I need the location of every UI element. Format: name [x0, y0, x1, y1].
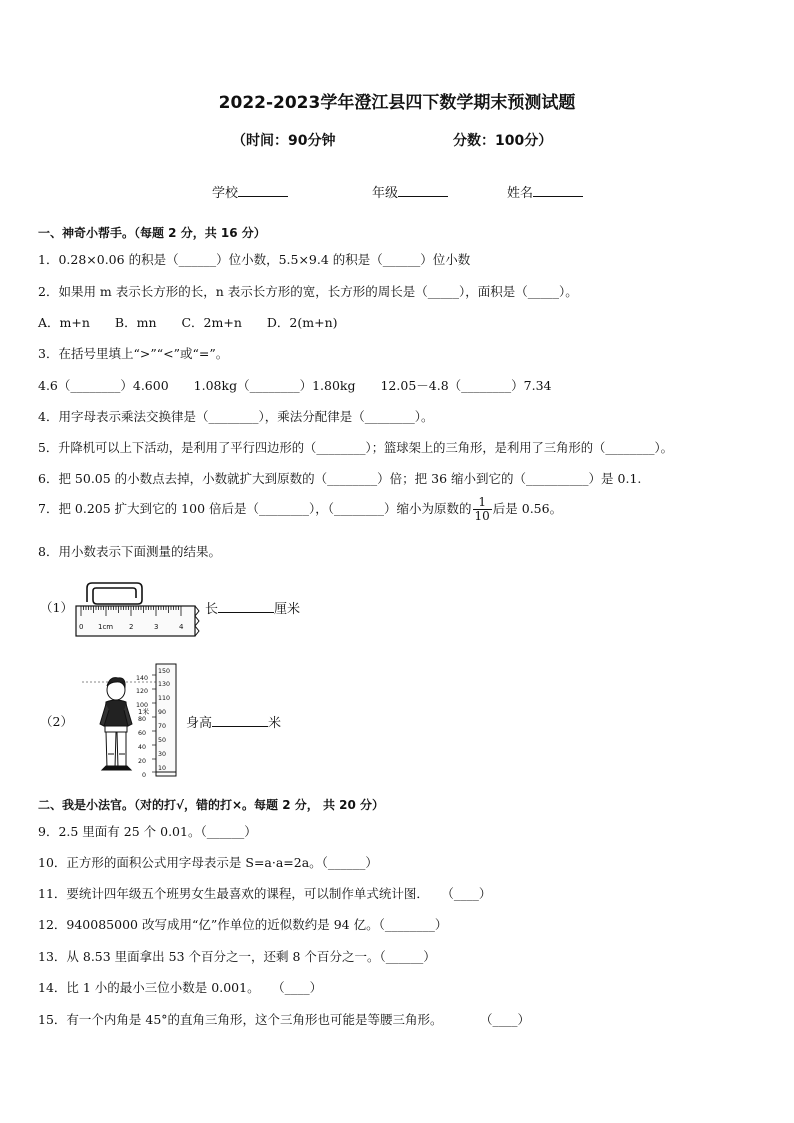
question-9: 9．2.5 里面有 25 个 0.01。（______） [38, 824, 257, 839]
height-scale-figure [74, 660, 184, 780]
school-blank[interactable] [238, 184, 288, 197]
question-4: 4．用字母表示乘法交换律是（________），乘法分配律是（________）。 [38, 409, 434, 424]
length-blank[interactable] [218, 600, 274, 613]
ruler-tick-1: 1cm [98, 623, 114, 631]
question-12: 12．940085000 改写成用“亿”作单位的近似数约是 94 亿。（________） [38, 917, 448, 932]
grade-blank[interactable] [398, 184, 448, 197]
school-field[interactable] [212, 182, 288, 201]
scale-10: 10 [158, 765, 167, 772]
grade-field[interactable] [372, 182, 448, 201]
question-14: 14．比 1 小的最小三位小数是 0.001。 （____） [38, 980, 323, 995]
question-8: 8．用小数表示下面测量的结果。 [38, 544, 221, 559]
scale-140: 140 [136, 675, 149, 682]
scale-150: 150 [158, 668, 171, 675]
question-1: 1．0.28×0.06 的积是（______）位小数，5.5×9.4 的积是（______）位小数 [38, 252, 471, 267]
exam-time: （时间：90分钟 [232, 133, 336, 149]
scale-130: 130 [158, 681, 171, 688]
scale-30: 30 [158, 751, 167, 758]
figure-2-answer [186, 712, 281, 731]
length-unit: 厘米 [274, 602, 301, 617]
boy-icon [100, 678, 132, 770]
question-13: 13．从 8.53 里面拿出 53 个百分之一，还剩 8 个百分之一。（______） [38, 949, 436, 964]
height-scale-icon [136, 664, 176, 779]
meter-mark: 1米 [138, 708, 150, 716]
fraction-denominator: 10 [474, 509, 490, 523]
fraction-numerator: 1 [473, 496, 492, 510]
question-5: 5．升降机可以上下活动，是利用了平行四边形的（________）；篮球架上的三角形，是利用了三角形的（________）。 [38, 441, 673, 455]
name-field[interactable] [507, 182, 583, 201]
question-7-text: 7．把 0.205 扩大到它的 100 倍后是（________），（________）缩小为原数的 [38, 501, 472, 516]
ruler-tick-3: 3 [154, 623, 159, 631]
question-2: 2．如果用 m 表示长方形的长，n 表示长方形的宽，长方形的周长是（_____），面积是（_____）。 [38, 284, 578, 299]
question-7-tail: 后是 0.56。 [492, 501, 563, 516]
question-3-items: 4.6（________）4.600 1.08kg（________）1.80kg 12.05－4.8（________）7.34 [38, 378, 552, 393]
name-label: 姓名 [507, 186, 534, 201]
ruler-tick-4: 4 [179, 623, 184, 631]
question-7 [38, 496, 562, 523]
question-15: 15．有一个内角是 45°的直角三角形，这个三角形也可能是等腰三角形。 （____） [38, 1012, 531, 1027]
page-title: 2022-2023学年澄江县四下数学期末预测试题 [218, 93, 576, 113]
school-label: 学校 [212, 186, 239, 201]
ruler-paperclip-figure [75, 580, 205, 640]
scale-40: 40 [138, 744, 147, 751]
scale-0: 0 [142, 772, 147, 779]
scale-120: 120 [136, 688, 149, 695]
scale-20: 20 [138, 758, 147, 765]
height-unit: 米 [268, 716, 282, 731]
scale-110: 110 [158, 695, 171, 702]
name-blank[interactable] [533, 184, 583, 197]
paperclip-icon [87, 583, 142, 604]
question-11: 11．要统计四年级五个班男女生最喜欢的课程，可以制作单式统计图． （____） [38, 886, 492, 901]
section-2-title: 二、我是小法官。（对的打√，错的打×。每题 2 分， 共 20 分） [38, 798, 384, 812]
ruler-icon [76, 606, 199, 636]
figure-1-label: （1） [40, 600, 73, 615]
ruler-tick-2: 2 [129, 623, 134, 631]
exam-score: 分数：100分） [453, 133, 553, 149]
scale-70: 70 [158, 723, 167, 730]
height-label: 身高 [186, 716, 213, 731]
question-2-options: A．m+n B．mn C．2m+n D．2(m+n) [38, 315, 338, 330]
question-6: 6．把 50.05 的小数点去掉，小数就扩大到原数的（________）倍；把 36 缩小到它的（__________）是 0.1. [38, 471, 642, 486]
grade-label: 年级 [372, 186, 399, 201]
scale-90: 90 [158, 709, 167, 716]
fraction [473, 496, 492, 523]
figure-1-answer [205, 598, 300, 617]
section-1-title: 一、神奇小帮手。（每题 2 分，共 16 分） [38, 226, 266, 240]
question-10: 10．正方形的面积公式用字母表示是 S=a·a=2a。（______） [38, 855, 378, 870]
scale-50: 50 [158, 737, 167, 744]
scale-60: 60 [138, 730, 147, 737]
question-3: 3．在括号里填上“>”“<”或“=”。 [38, 346, 229, 361]
scale-80: 80 [138, 716, 147, 723]
height-blank[interactable] [212, 714, 268, 727]
scale-100: 100 [136, 702, 149, 709]
ruler-tick-0: 0 [79, 623, 84, 631]
length-label: 长 [205, 602, 219, 617]
figure-2-label: （2） [40, 714, 73, 729]
